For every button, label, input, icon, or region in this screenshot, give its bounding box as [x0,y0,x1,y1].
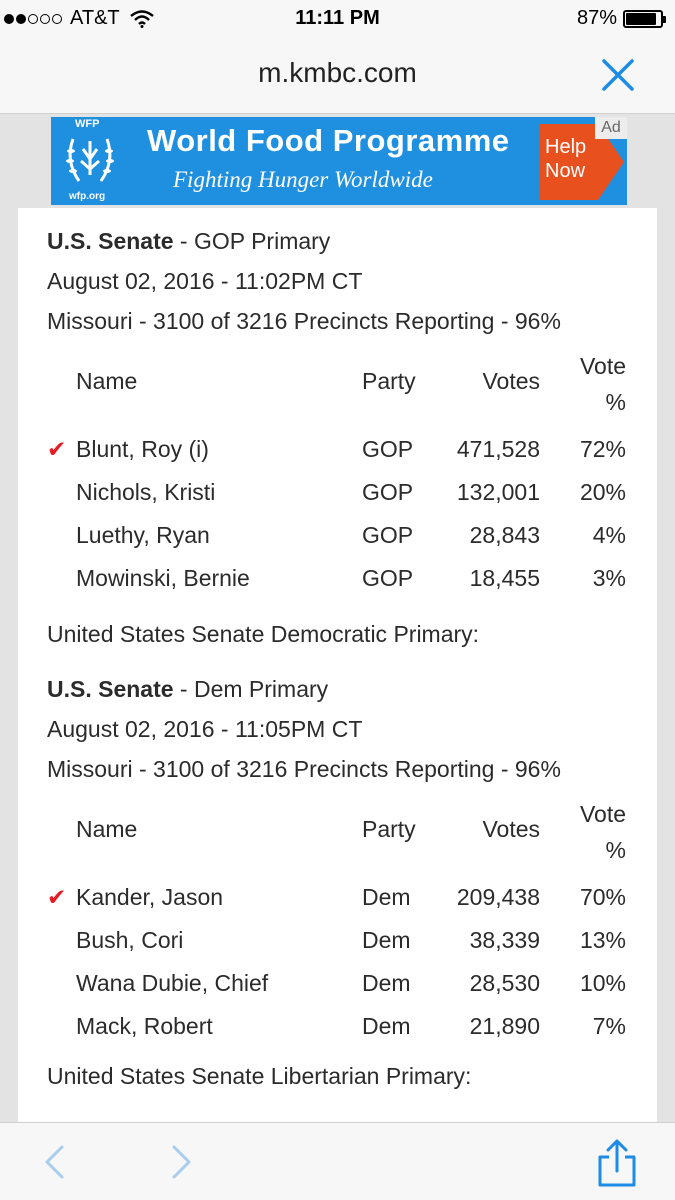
candidate-votes: 38,339 [469,927,540,953]
candidate-name: Bush, Cori [76,927,184,953]
table-header [47,348,637,436]
col-header-party: Party [362,368,416,394]
browser-toolbar [0,1122,675,1200]
candidate-vote-pct: 10% [579,970,626,996]
help-now-label[interactable]: Help Now [545,136,587,182]
candidate-votes: 132,001 [456,479,540,505]
share-icon[interactable] [596,1137,638,1189]
candidate-party: GOP [362,522,414,548]
candidate-vote-pct: 70% [579,884,626,910]
race-title: U.S. Senate - Dem Primary [47,676,329,702]
ad-tagline: Fighting Hunger Worldwide [173,167,433,192]
browser-url-bar [0,38,675,114]
section-heading-democratic: United States Senate Democratic Primary: [47,621,480,647]
col-header-name: Name [76,368,138,394]
candidate-party: GOP [362,479,414,505]
candidate-name: Blunt, Roy (i) [76,436,209,462]
candidate-party: GOP [362,436,414,462]
table-row [47,522,637,565]
table-row [47,565,637,608]
col-header-vote-pct: Vote % [579,353,626,415]
back-chevron-icon[interactable] [40,1143,68,1181]
race-timestamp: August 02, 2016 - 11:02PM CT [47,268,363,294]
candidate-vote-pct: 7% [592,1013,626,1039]
forward-chevron-icon[interactable] [168,1143,196,1181]
status-bar [0,0,675,38]
race-header-gop [47,228,637,348]
race-title: U.S. Senate - GOP Primary [47,228,331,254]
race-header-dem [47,676,637,796]
table-row [47,436,637,479]
race-reporting: Missouri - 3100 of 3216 Precincts Reporting - 96% [47,308,561,334]
section-heading-libertarian: United States Senate Libertarian Primary: [47,1063,472,1089]
table-row [47,1013,637,1056]
col-header-votes: Votes [482,368,540,394]
candidate-votes: 28,530 [469,970,540,996]
results-table-gop [47,348,637,608]
candidate-vote-pct: 72% [579,436,626,462]
candidate-party: Dem [362,970,411,996]
race-reporting: Missouri - 3100 of 3216 Precincts Reporting - 96% [47,756,561,782]
ad-banner[interactable] [51,117,627,205]
candidate-votes: 209,438 [456,884,540,910]
table-row [47,884,637,927]
status-right [577,7,663,30]
candidate-name: Nichols, Kristi [76,479,216,505]
winner-check-icon: ✔ [47,436,67,462]
battery-percent: 87% [576,7,617,29]
table-row [47,970,637,1013]
carrier-name: AT&T [70,7,120,29]
wfp-logo: WFP wfp.org [57,117,123,205]
candidate-votes: 471,528 [456,436,540,462]
col-header-name: Name [76,816,138,842]
col-header-vote-pct: Vote % [579,801,626,863]
candidate-votes: 28,843 [469,522,540,548]
col-header-votes: Votes [482,816,540,842]
results-content [18,208,657,1122]
status-time: 11:11 PM [295,7,380,29]
candidate-votes: 21,890 [469,1013,540,1039]
candidate-name: Wana Dubie, Chief [76,970,269,996]
candidate-name: Mack, Robert [76,1013,213,1039]
winner-check-icon: ✔ [47,884,67,910]
candidate-votes: 18,455 [469,565,540,591]
wreath-icon [63,131,117,189]
table-header [47,796,637,884]
race-timestamp: August 02, 2016 - 11:05PM CT [47,716,363,742]
ad-label[interactable]: Ad [595,117,627,139]
table-row [47,927,637,970]
results-table-dem [47,796,637,1056]
candidate-name: Kander, Jason [76,884,224,910]
table-row [47,479,637,522]
col-header-party: Party [362,816,416,842]
candidate-vote-pct: 13% [579,927,626,953]
ad-headline: World Food Programme [147,123,510,158]
candidate-party: GOP [362,565,414,591]
url-text[interactable]: m.kmbc.com [258,57,417,88]
battery-icon [623,10,663,28]
candidate-name: Mowinski, Bernie [76,565,250,591]
candidate-vote-pct: 3% [592,565,626,591]
close-icon[interactable] [601,58,635,92]
candidate-party: Dem [362,1013,411,1039]
candidate-vote-pct: 4% [592,522,626,548]
candidate-name: Luethy, Ryan [76,522,210,548]
candidate-party: Dem [362,884,411,910]
candidate-vote-pct: 20% [579,479,626,505]
candidate-party: Dem [362,927,411,953]
